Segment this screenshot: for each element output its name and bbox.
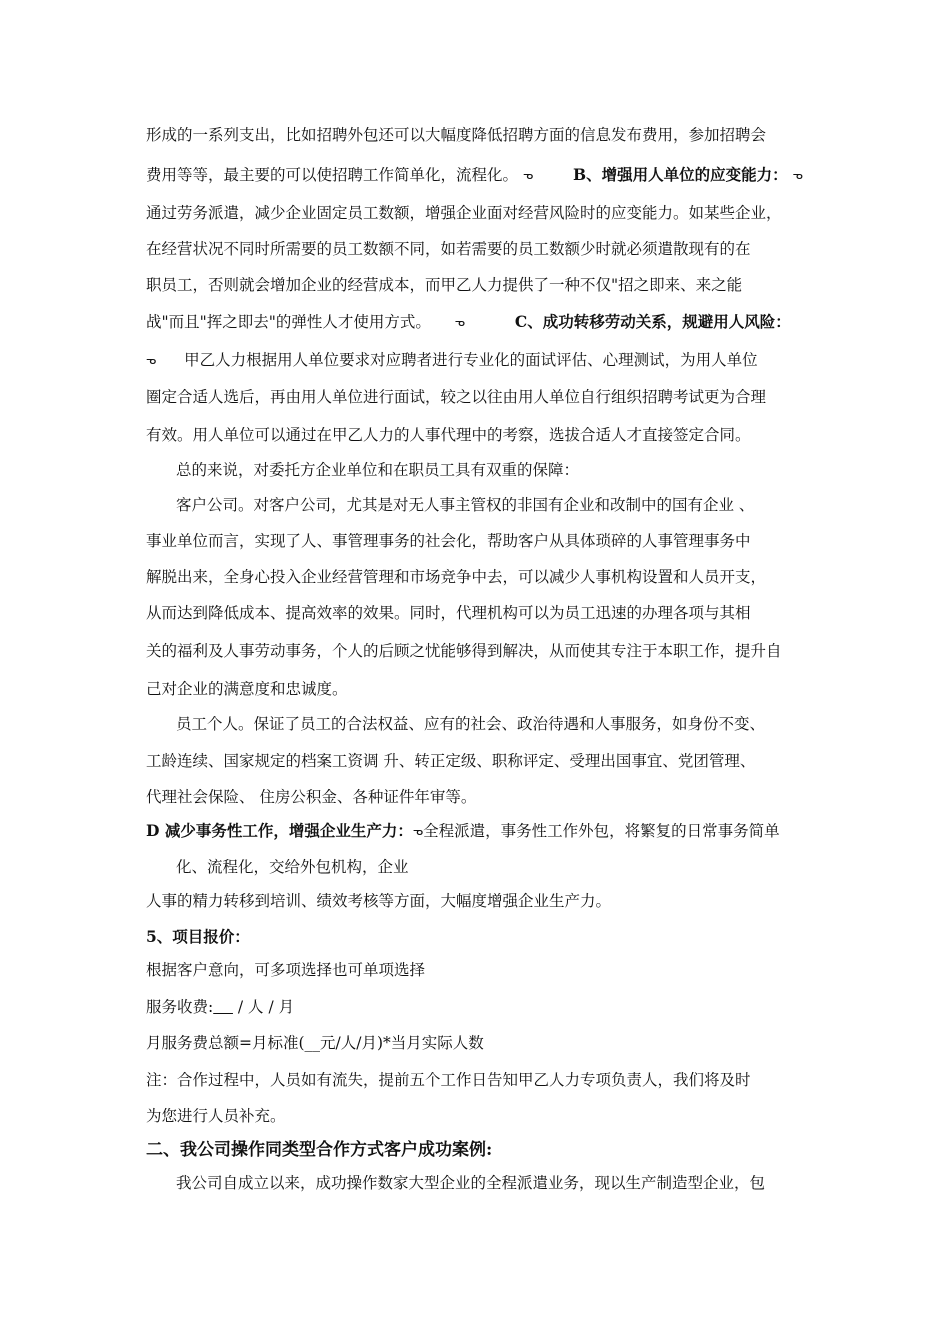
text-line: 客户公司。对客户公司，尤其是对无人事主管权的非国有企业和改制中的国有企业 、 bbox=[176, 496, 755, 514]
text-line bbox=[146, 164, 803, 186]
text-line bbox=[146, 349, 758, 371]
chapter-heading: 二、我公司操作同类型合作方式客户成功案例: bbox=[146, 1140, 493, 1160]
paragraph-mark-icon: ᓀ bbox=[792, 168, 803, 182]
service-fee-line bbox=[146, 996, 294, 1018]
text-line bbox=[146, 820, 780, 842]
text-line: 代理社会保险、 住房公积金、各种证件年审等。 bbox=[146, 788, 477, 806]
text-line: 通过劳务派遣，减少企业固定员工数额，增强企业面对经营风险时的应变能力。如某些企业， bbox=[146, 204, 782, 222]
text-line: 己对企业的满意度和忠诚度。 bbox=[146, 680, 348, 698]
text-line: 人事的精力转移到培训、绩效考核等方面，大幅度增强企业生产力。 bbox=[146, 892, 612, 910]
text-line: 从而达到降低成本、提高效率的效果。同时，代理机构可以为员工迅速的办理各项与其相 bbox=[146, 604, 751, 622]
text-line: 在经营状况不同时所需要的员工数额不同，如若需要的员工数额少时就必须遣散现有的在 bbox=[146, 240, 751, 258]
text-run: / 人 / 月 bbox=[232, 998, 295, 1016]
text-line: 员工个人。保证了员工的合法权益、应有的社会、政治待遇和人事服务，如身份不变、 bbox=[176, 715, 766, 733]
paragraph-mark-icon: ᓀ bbox=[146, 353, 157, 367]
note-line: 注：合作过程中，人员如有流失，提前五个工作日告知甲乙人力专项负责人，我们将及时 bbox=[146, 1071, 751, 1089]
fee-blank bbox=[213, 998, 233, 1016]
text-line: 圈定合适人选后，再由用人单位进行面试，较之以往由用人单位自行组织招聘考试更为合理 bbox=[146, 388, 767, 406]
text-line: 关的福利及人事劳动事务，个人的后顾之忧能够得到解决，从而使其专注于本职工作，提升自 bbox=[146, 642, 782, 660]
text-line: 总的来说，对委托方企业单位和在职员工具有双重的保障： bbox=[176, 461, 580, 479]
text-run: 费用等等，最主要的可以使招聘工作简单化，流程化。 bbox=[146, 166, 519, 184]
text-line: 有效。用人单位可以通过在甲乙人力的人事代理中的考察，选拔合适人才直接签定合同。 bbox=[146, 426, 751, 444]
text-line bbox=[146, 311, 791, 333]
text-run: 元/人/月)*当月实际人数 bbox=[320, 1034, 484, 1052]
text-line: 解脱出来，全身心投入企业经营管理和市场竞争中去，可以减少人事机构设置和人员开支， bbox=[146, 568, 767, 586]
section-heading-price: 5、项目报价： bbox=[146, 927, 250, 946]
text-line: 根据客户意向，可多项选择也可单项选择 bbox=[146, 961, 426, 979]
text-run: 战"而且"挥之即去"的弹性人才使用方式。 bbox=[146, 313, 431, 331]
text-line: 形成的一系列支出，比如招聘外包还可以大幅度降低招聘方面的信息发布费用，参加招聘会 bbox=[146, 126, 767, 144]
section-heading-c: C、成功转移劳动关系，规避用人风险： bbox=[514, 312, 791, 331]
rate-blank: __ bbox=[304, 1034, 321, 1052]
section-heading-b: B、增强用人单位的应变能力： bbox=[573, 165, 788, 184]
text-run: 服务收费: bbox=[146, 998, 214, 1016]
paragraph-mark-icon: ᓀ bbox=[412, 824, 424, 838]
text-line: 我公司自成立以来，成功操作数家大型企业的全程派遣业务，现以生产制造型企业，包 bbox=[176, 1174, 766, 1192]
text-run: 月服务费总额=月标准( bbox=[146, 1034, 305, 1052]
section-heading-d: D 减少事务性工作，增强企业生产力： bbox=[146, 821, 413, 840]
text-line: 事业单位而言，实现了人、事管理事务的社会化，帮助客户从具体琐碎的人事管理事务中 bbox=[146, 532, 751, 550]
text-line: 职员工，否则就会增加企业的经营成本，而甲乙人力提供了一种不仅"招之即来、来之能 bbox=[146, 276, 743, 294]
text-line: 化、流程化，交给外包机构，企业 bbox=[176, 858, 409, 876]
text-run: 甲乙人力根据用人单位要求对应聘者进行专业化的面试评估、心理测试，为用人单位 bbox=[184, 351, 758, 369]
text-run: 全程派遣，事务性工作外包，将繁复的日常事务简单 bbox=[423, 822, 780, 840]
paragraph-mark-icon: ᓀ bbox=[522, 168, 534, 182]
text-line: 工龄连续、国家规定的档案工资调 升、转正定级、职称评定、受理出国事宜、党团管理、 bbox=[146, 752, 756, 770]
total-fee-line bbox=[146, 1032, 484, 1054]
paragraph-mark-icon: ᓀ bbox=[454, 315, 465, 329]
note-line: 为您进行人员补充。 bbox=[146, 1107, 286, 1125]
